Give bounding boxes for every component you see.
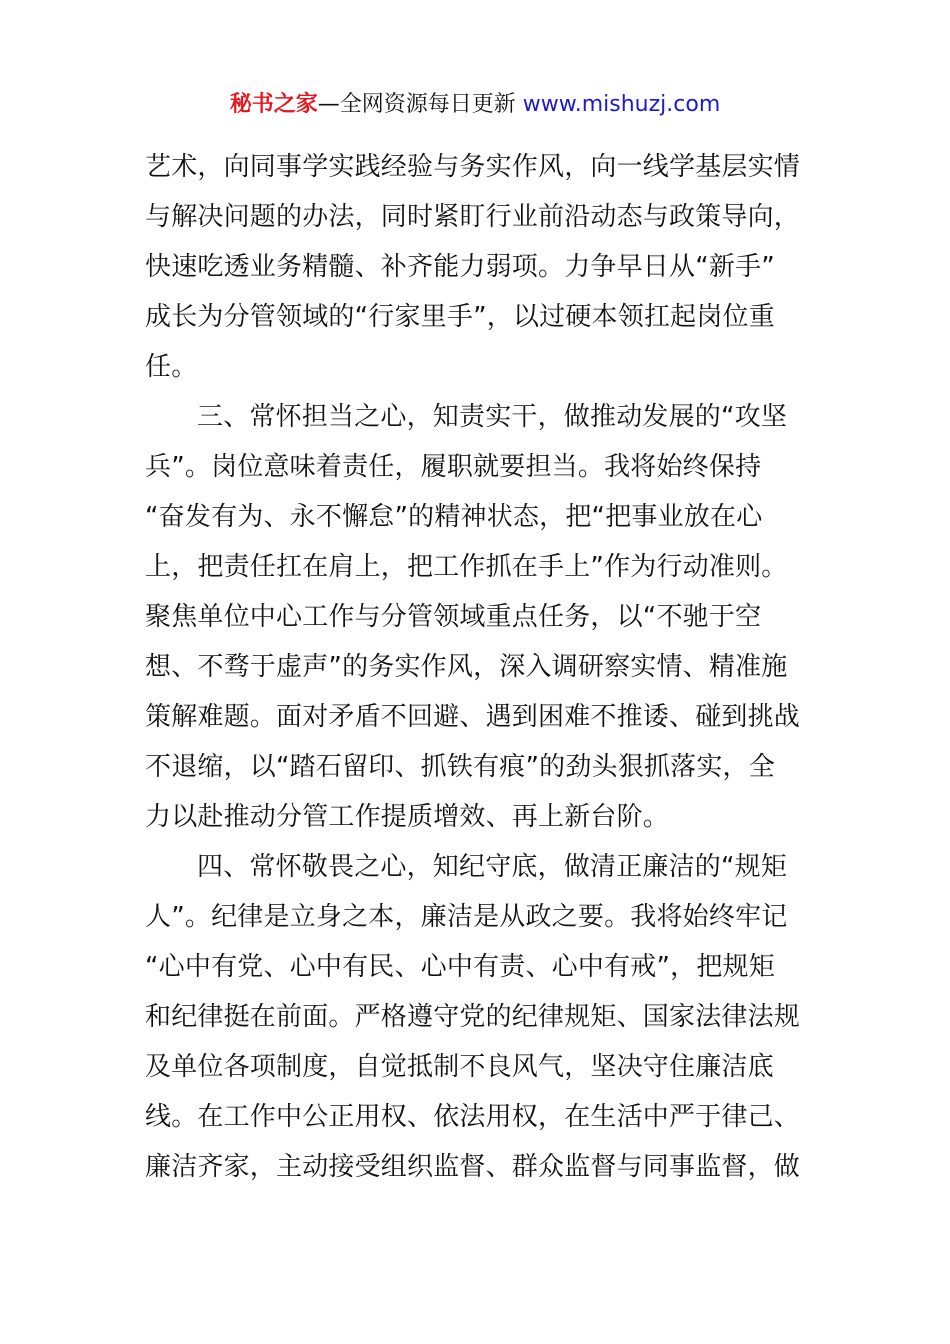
header-tagline: —全网资源每日更新: [317, 92, 523, 117]
text-line: 和纪律挺在前面。严格遵守党的纪律规矩、国家法律法规: [145, 1002, 801, 1032]
text-line: 不退缩，以“踏石留印、抓铁有痕”的劲头狠抓落实，全: [145, 752, 775, 782]
text-line: 艺术，向同事学实践经验与务实作风，向一线学基层实情: [145, 152, 801, 182]
text-line: 力以赴推动分管工作提质增效、再上新台阶。: [145, 802, 670, 832]
text-line: 聚焦单位中心工作与分管领域重点任务，以“不驰于空: [145, 602, 762, 632]
paragraph-start-line: 四、常怀敬畏之心，知纪守底，做清正廉洁的“规矩: [197, 852, 788, 882]
paragraph-start-line: 三、常怀担当之心，知责实干，做推动发展的“攻坚: [197, 402, 788, 432]
text-line: 策解难题。面对矛盾不回避、遇到困难不推诿、碰到挑战: [145, 702, 801, 732]
text-line: 与解决问题的办法，同时紧盯行业前沿动态与政策导向，: [145, 202, 801, 232]
text-line: 人”。纪律是立身之本，廉洁是从政之要。我将始终牢记: [145, 902, 788, 932]
document-body: [145, 142, 810, 1192]
text-line: 上，把责任扛在肩上，把工作抓在手上”作为行动准则。: [145, 552, 788, 582]
text-line: “奋发有为、永不懈怠”的精神状态，把“把事业放在心: [145, 502, 763, 532]
text-line: 想、不骛于虚声”的务实作风，深入调研察实情、精准施: [145, 652, 788, 682]
text-line: 廉洁齐家，主动接受组织监督、群众监督与同事监督，做: [145, 1152, 801, 1182]
text-line: “心中有党、心中有民、心中有责、心中有戒”，把规矩: [145, 952, 775, 982]
text-line: 兵”。岗位意味着责任，履职就要担当。我将始终保持: [145, 452, 762, 482]
text-line: 任。: [145, 352, 198, 382]
text-line: 线。在工作中公正用权、依法用权，在生活中严于律己、: [145, 1102, 801, 1132]
site-url-link[interactable]: www.mishuzj.com: [522, 92, 721, 117]
text-line: 成长为分管领域的“行家里手”，以过硬本领扛起岗位重: [145, 302, 775, 332]
brand-name: 秘书之家: [229, 92, 318, 117]
page-header: [0, 88, 950, 122]
text-line: 快速吃透业务精髓、补齐能力弱项。力争早日从“新手”: [145, 252, 775, 282]
text-line: 及单位各项制度，自觉抵制不良风气，坚决守住廉洁底: [145, 1052, 774, 1082]
